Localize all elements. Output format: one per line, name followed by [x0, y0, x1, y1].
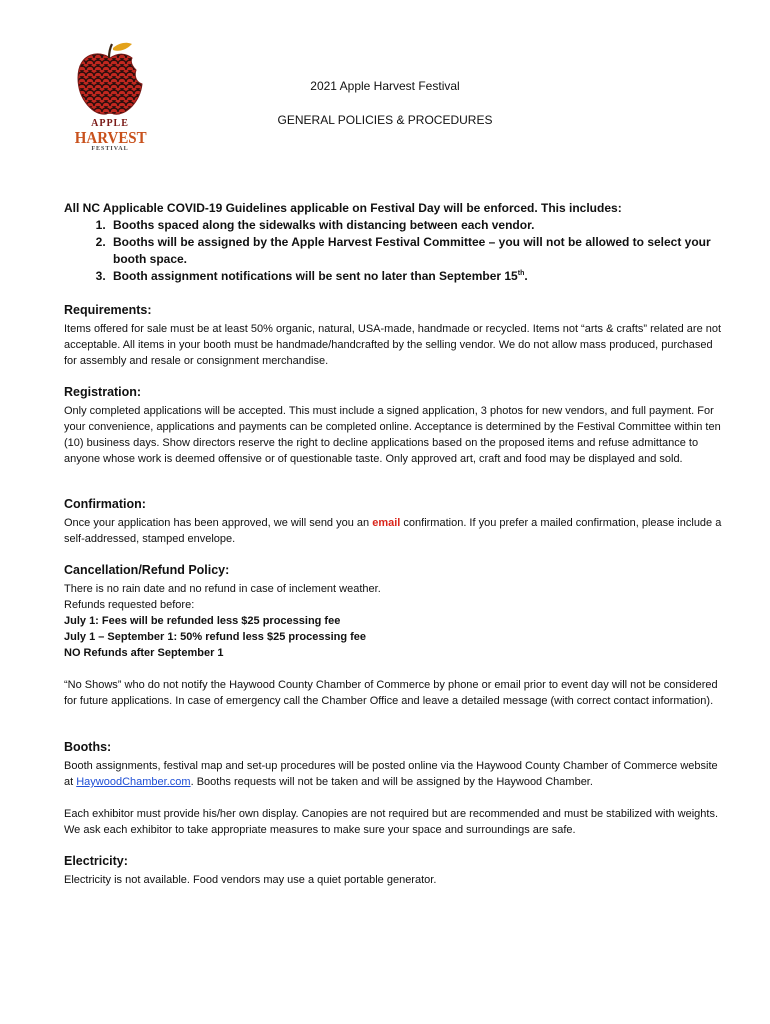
covid-item-3: Booth assignment notifications will be sent no later than September 15 [113, 269, 518, 283]
refund-rule-3: NO Refunds after September 1 [64, 647, 224, 659]
section-heading: Confirmation: [64, 497, 146, 511]
no-rain-date-text: There is no rain date and no refund in case of inclement weather. [64, 583, 381, 595]
email-highlight: email [372, 517, 401, 529]
apple-harvest-festival-logo [70, 40, 150, 158]
cancellation-section [64, 562, 724, 709]
no-shows-text: “No Shows” who do not notify the Haywood County Chamber of Commerce by phone or email prior to event day will not be considered for future applications. In case of emergency call the Chamber Office and leave a detailed message (with correct contact information). [64, 679, 718, 707]
section-body: Only completed applications will be accepted. This must include a signed application, 3 photos for new vendors, and full payment. For your convenience, applications and payments can be completed online. Acceptance is determined by the Festival Committee within ten (10) business days. Show directors reserve the right to decline applications based on the proposed items and refuse admittance to anyone whose work is deemed offensive or of questionable taste. Only approved art, craft and food may be displayed and sold. [64, 405, 721, 465]
covid-item-1: Booths spaced along the sidewalks with distancing between each vendor. [113, 218, 535, 232]
body-text: Booth assignments, festival map and set-up procedures will be posted online via the Haywood County Chamber of Commerce website at [64, 760, 718, 788]
refund-rule-2: July 1 – September 1: 50% refund less $25 processing fee [64, 631, 367, 643]
logo-text-harvest: HARVEST [74, 128, 147, 147]
refund-rule-1: July 1: Fees will be refunded less $25 processing fee [64, 615, 341, 627]
section-heading: Booths: [64, 740, 112, 754]
section-heading: Requirements: [64, 303, 152, 317]
list-item [109, 268, 724, 285]
covid-section [64, 200, 724, 285]
period: . [524, 269, 528, 283]
confirmation-section [64, 496, 724, 547]
requirements-section [64, 302, 724, 369]
booths-section [64, 739, 724, 838]
body-text: confirmation. If you prefer a mailed confirmation, please include a self-addressed, stamped envelope. [64, 517, 722, 545]
covid-list [64, 217, 724, 285]
section-body [64, 515, 724, 547]
superscript: th [517, 270, 525, 277]
document-title: 2021 Apple Harvest Festival [310, 79, 460, 93]
list-item [109, 217, 724, 234]
body-text: . Booths requests will not be taken and will be assigned by the Haywood Chamber. [190, 776, 593, 788]
covid-intro: All NC Applicable COVID-19 Guidelines applicable on Festival Day will be enforced. This includes: [64, 201, 622, 215]
logo-text-apple: APPLE [91, 118, 129, 129]
section-body: Electricity is not available. Food vendors may use a quiet portable generator. [64, 874, 437, 886]
covid-item-2: Booths will be assigned by the Apple Harvest Festival Committee – you will not be allowed to select your booth space. [113, 235, 711, 266]
section-heading: Registration: [64, 385, 142, 399]
logo-text-festival: FESTIVAL [91, 146, 129, 152]
section-body [64, 758, 724, 790]
list-item [109, 234, 724, 268]
document-subtitle: GENERAL POLICIES & PROCEDURES [277, 113, 493, 127]
section-heading: Electricity: [64, 854, 128, 868]
haywood-chamber-link[interactable]: HaywoodChamber.com [76, 776, 191, 788]
section-heading: Cancellation/Refund Policy: [64, 563, 230, 577]
electricity-section [64, 853, 724, 888]
section-body-2: Each exhibitor must provide his/her own display. Canopies are not required but are recommended and must be stabilized with weights. We ask each exhibitor to take appropriate measures to make sure your space and surroundings are safe. [64, 808, 719, 836]
section-body: Items offered for sale must be at least 50% organic, natural, USA-made, handmade or recycled. Items not “arts & crafts” related are not acceptable. All items in your booth must be handmade/handcrafted by the selling vendor. We do not allow mass produced, purchased for assembly and resale or consignment merchandise. [64, 323, 722, 367]
registration-section [64, 384, 724, 467]
body-text: Once your application has been approved, we will send you an [64, 517, 373, 529]
refunds-requested-text: Refunds requested before: [64, 599, 195, 611]
